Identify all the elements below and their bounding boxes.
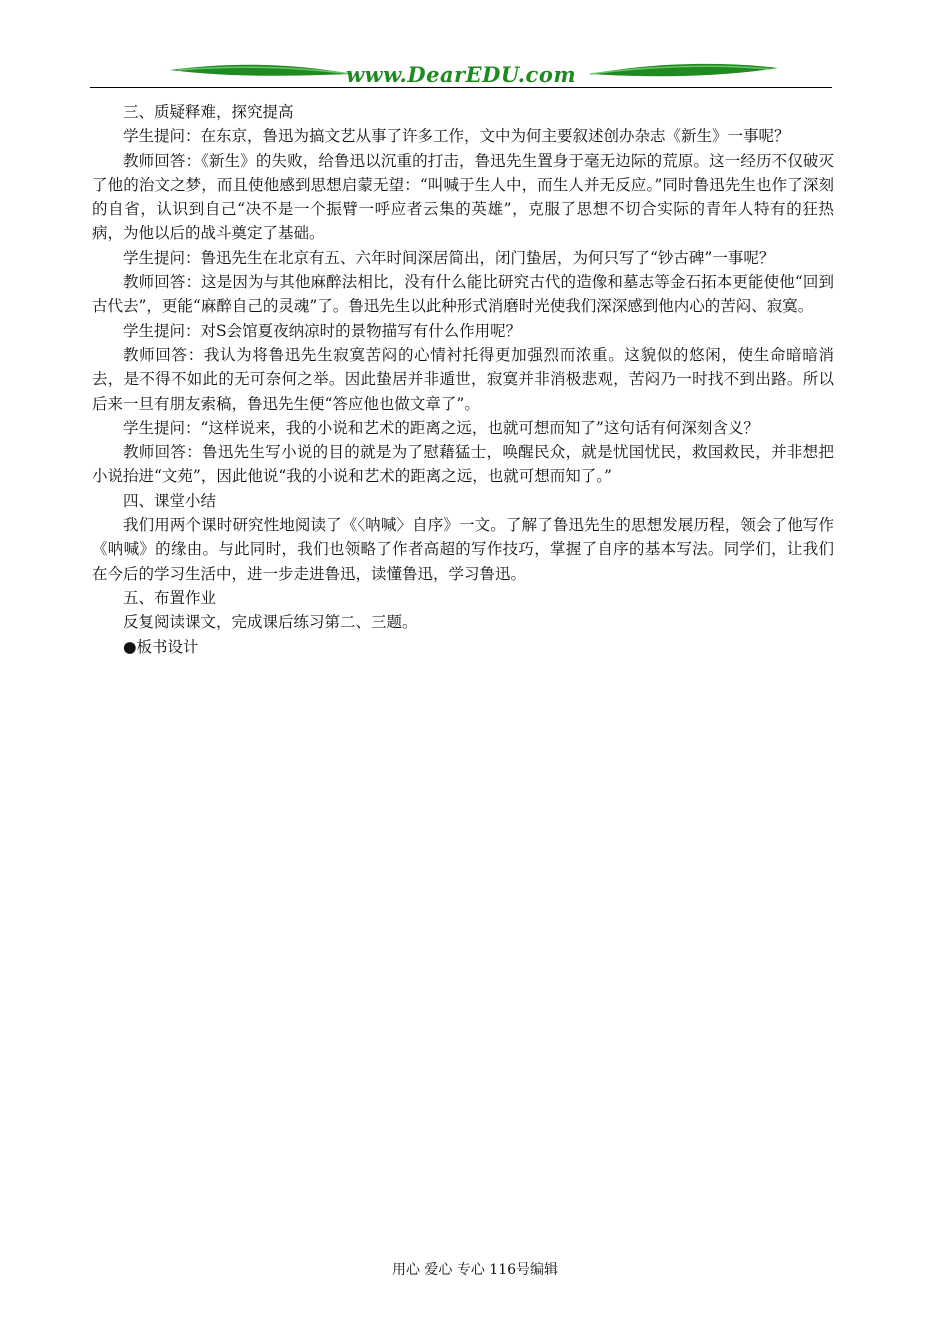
section-heading-homework: 五、布置作业 <box>123 588 217 607</box>
section-heading-inquiry: 三、质疑释难，探究提高 <box>123 103 294 121</box>
header-rule <box>90 87 832 88</box>
paragraph-student-question-2: 学生提问：鲁迅先生在北京有五、六年时间深居简出，闭门蛰居，为何只写了“钞古碑”一事呢？ <box>123 248 775 267</box>
section-heading-summary: 四、课堂小结 <box>123 491 217 510</box>
section-heading-board-design: ●板书设计 <box>123 637 199 656</box>
page-footer: 用心 爱心 专心 116号编辑 <box>391 1262 559 1278</box>
paragraph-teacher-answer-4: 教师回答：鲁迅先生写小说的目的就是为了慰藉猛士，唤醒民众，就是忧国忧民，救国救民，并非想把小说抬进“文苑”，因此他说“我的小说和艺术的距离之远，也就可想而知了。” <box>92 443 834 486</box>
paragraph-student-question-4: 学生提问：“这样说来，我的小说和艺术的距离之远，也就可想而知了”这句话有何深刻含义？ <box>123 418 759 437</box>
paragraph-summary: 我们用两个课时研究性地阅读了《〈呐喊〉自序》一文。了解了鲁迅先生的思想发展历程，领会了他写作《呐喊》的缘由。与此同时，我们也领略了作者高超的写作技巧，掌握了自序的基本写法。同学们，让我们在今后的学习生活中，进一步走进鲁迅，读懂鲁迅，学习鲁迅。 <box>92 516 834 583</box>
document-body <box>92 100 834 659</box>
header-site-url: www.DearEDU.com <box>345 62 577 87</box>
paragraph-homework: 反复阅读课文，完成课后练习第二、三题。 <box>123 613 418 632</box>
paragraph-teacher-answer-3: 教师回答：我认为将鲁迅先生寂寞苦闷的心情衬托得更加强烈而浓重。这貌似的悠闲，使生命暗暗消去，是不得不如此的无可奈何之举。因此蛰居并非遁世，寂寞并非消极悲观，苦闷乃一时找不到出路。所以后来一旦有朋友索稿，鲁迅先生便“答应他也做文章了”。 <box>92 345 834 413</box>
page-header <box>90 60 832 90</box>
paragraph-student-question-1: 学生提问：在东京，鲁迅为搞文艺从事了许多工作，文中为何主要叙述创办杂志《新生》一事呢？ <box>123 127 790 146</box>
paragraph-teacher-answer-2: 教师回答：这是因为与其他麻醉法相比，没有什么能比研究古代的造像和墓志等金石拓本更能使他“回到古代去”，更能“麻醉自己的灵魂”了。鲁迅先生以此种形式消磨时光使我们深深感到他内心的苦闷、寂寞。 <box>92 273 834 316</box>
paragraph-student-question-3: 学生提问：对S会馆夏夜纳凉时的景物描写有什么作用呢？ <box>123 321 522 340</box>
paragraph-teacher-answer-1: 教师回答：《新生》的失败，给鲁迅以沉重的打击，鲁迅先生置身于毫无边际的荒原。这一经历不仅破灭了他的治文之梦，而且使他感到思想启蒙无望：“叫喊于生人中，而生人并无反应。”同时鲁迅先生也作了深刻的自省，认识到自己“决不是一个振臂一呼应者云集的英雄”，克服了思想不切合实际的青年人特有的狂热病，为他以后的战斗奠定了基础。 <box>92 151 834 243</box>
